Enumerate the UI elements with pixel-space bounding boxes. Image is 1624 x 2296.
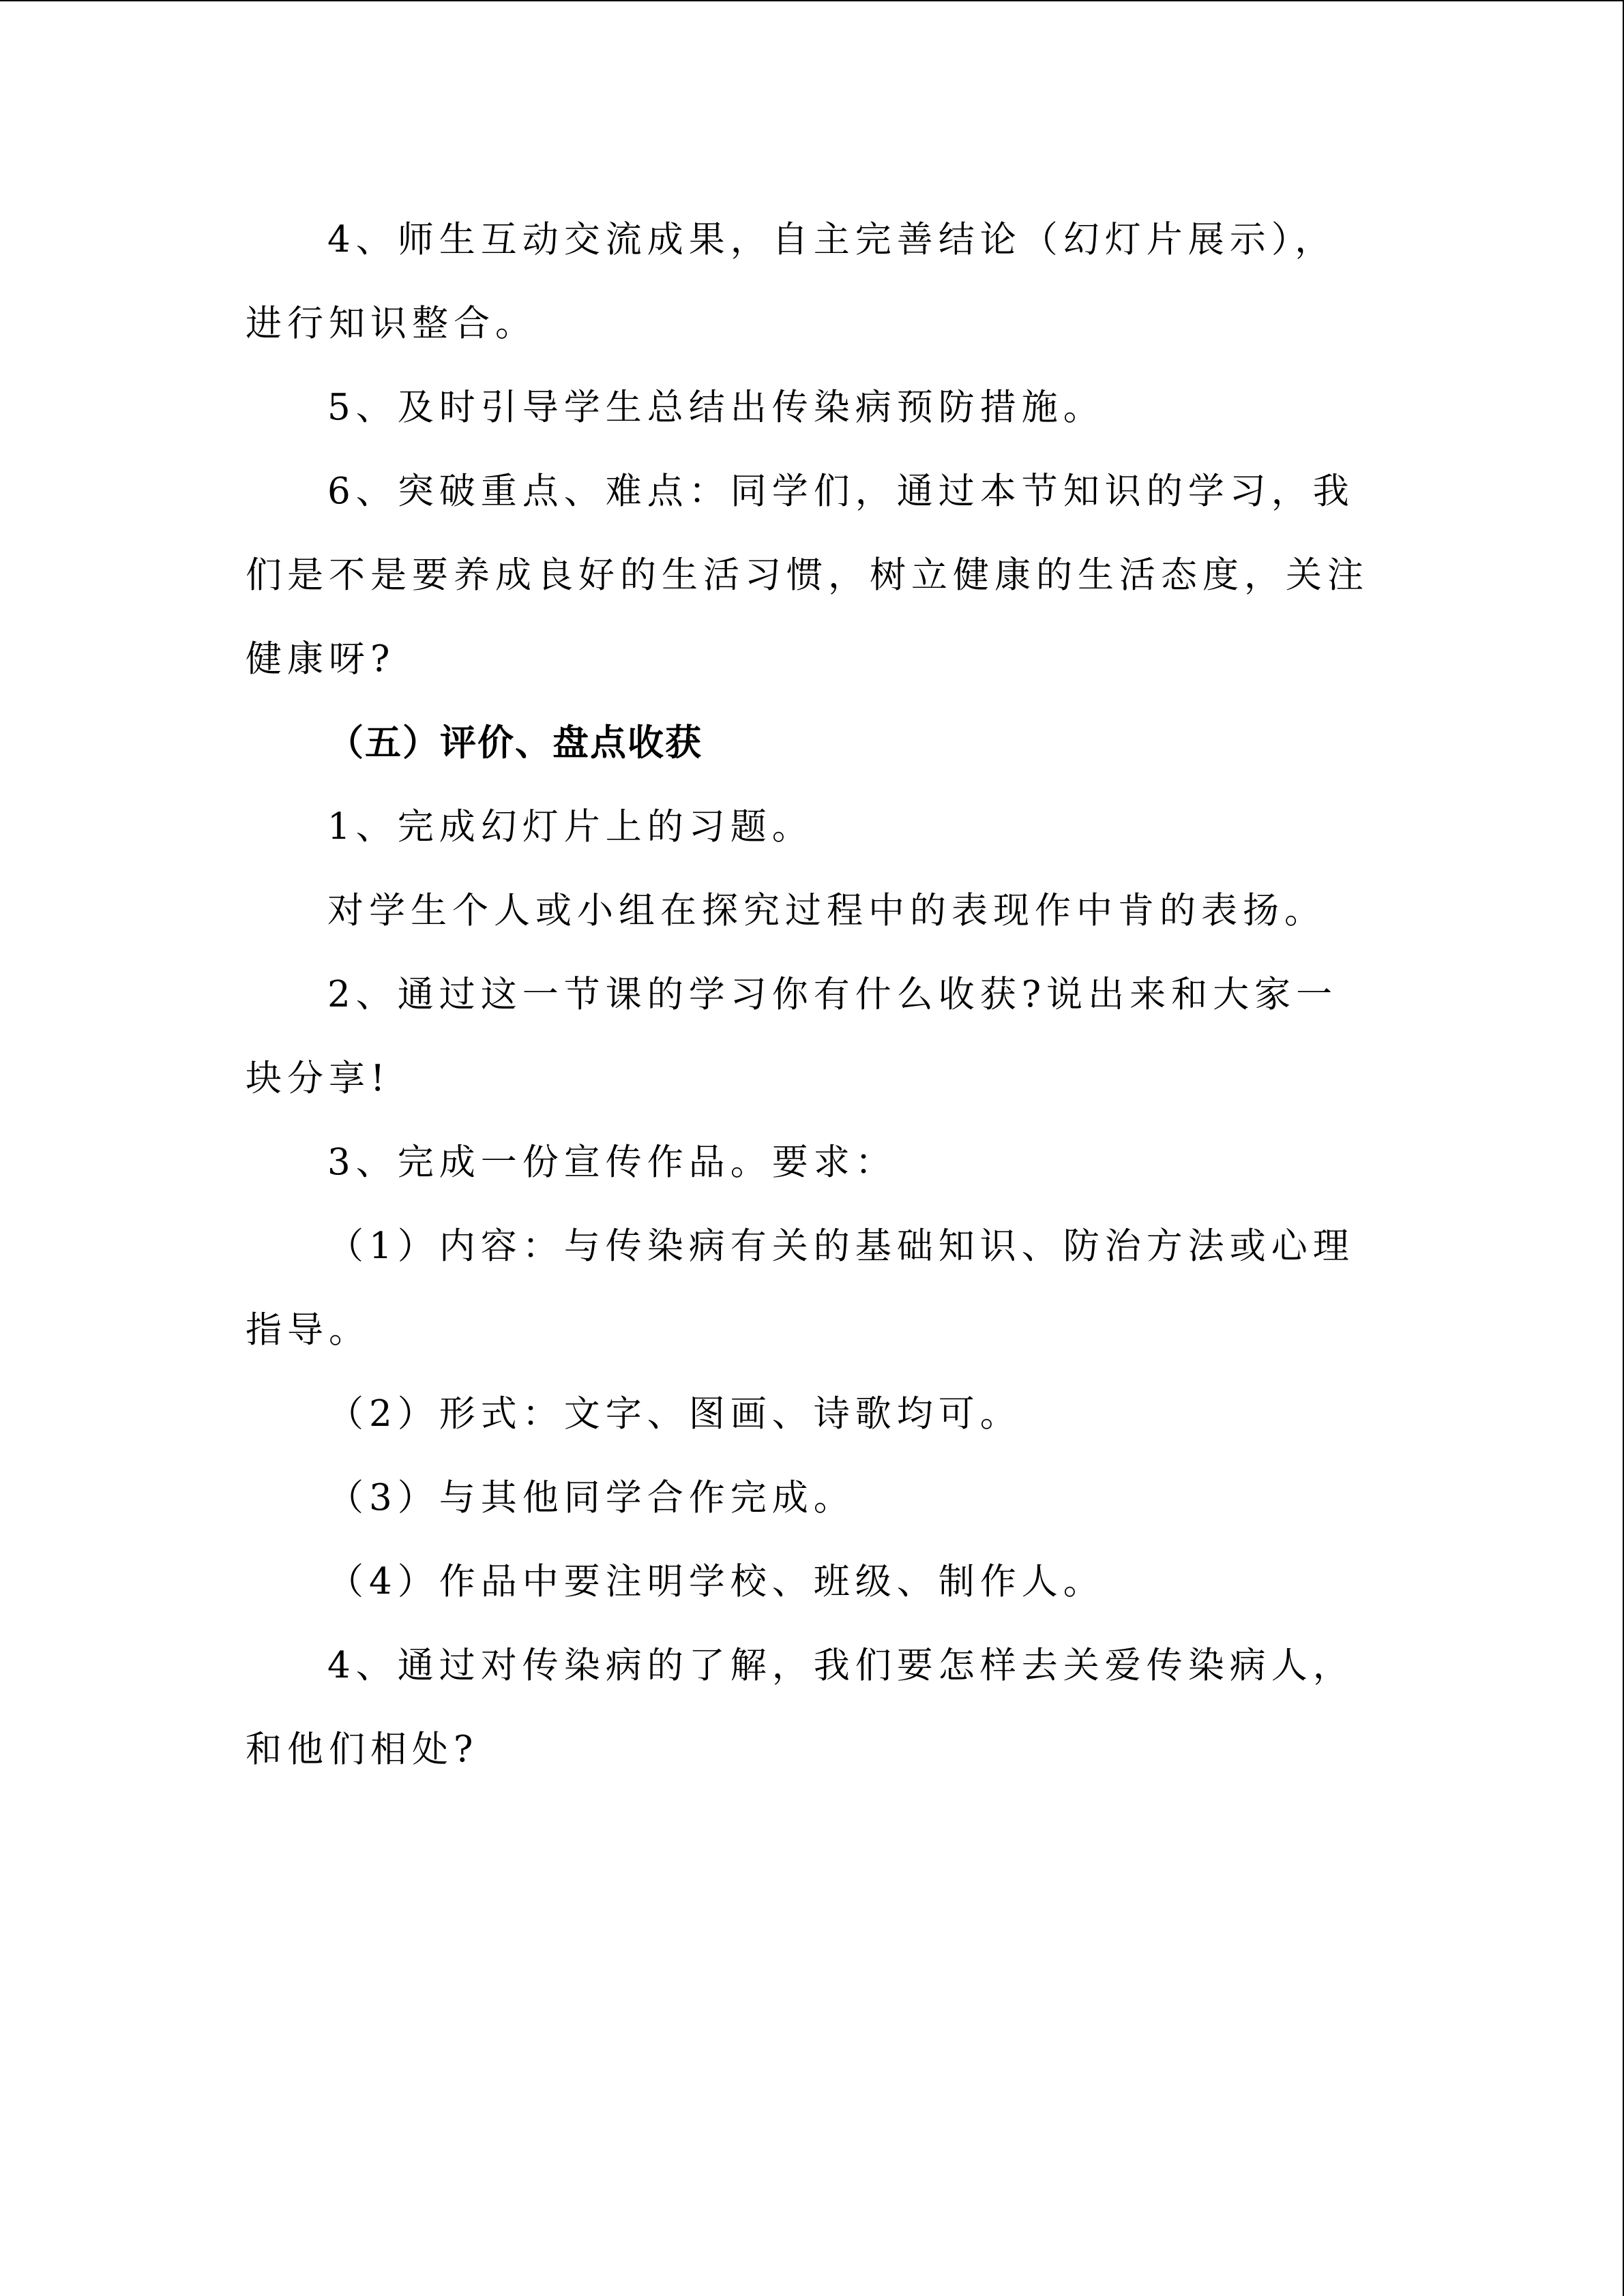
page-top-border (0, 0, 1624, 1)
paragraph-requirement-2: （2）形式：文字、图画、诗歌均可。 (327, 1393, 1022, 1435)
paragraph-requirement-3: （3）与其他同学合作完成。 (327, 1477, 855, 1519)
paragraph-requirement-1: （1）内容：与传染病有关的基础知识、防治方法或心理指导。 (246, 1225, 1355, 1351)
section-heading-evaluation: （五）评价、盘点收获 (327, 721, 703, 764)
paragraph-step-6-key-points: 6、突破重点、难点：同学们，通过本节知识的学习，我们是不是要养成良好的生活习惯，树立健康的生活态度，关注健康呀? (246, 471, 1369, 680)
paragraph-item-2-harvest: 2、通过这一节课的学习你有什么收获?说出来和大家一块分享! (246, 974, 1338, 1099)
paragraph-item-3-poster: 3、完成一份宣传作品。要求： (327, 1142, 897, 1183)
paragraph-requirement-4: （4）作品中要注明学校、班级、制作人。 (327, 1561, 1105, 1602)
document-body (246, 198, 1371, 1791)
paragraph-item-4-care: 4、通过对传染病的了解，我们要怎样去关爱传染病人，和他们相处? (246, 1645, 1355, 1770)
paragraph-step-4-exchange: 4、师生互动交流成果，自主完善结论（幻灯片展示），进行知识整合。 (246, 219, 1337, 344)
paragraph-praise: 对学生个人或小组在探究过程中的表现作中肯的表扬。 (327, 890, 1326, 931)
paragraph-step-5-guide: 5、及时引导学生总结出传染病预防措施。 (327, 387, 1105, 428)
paragraph-item-1-exercises: 1、完成幻灯片上的习题。 (327, 806, 814, 848)
